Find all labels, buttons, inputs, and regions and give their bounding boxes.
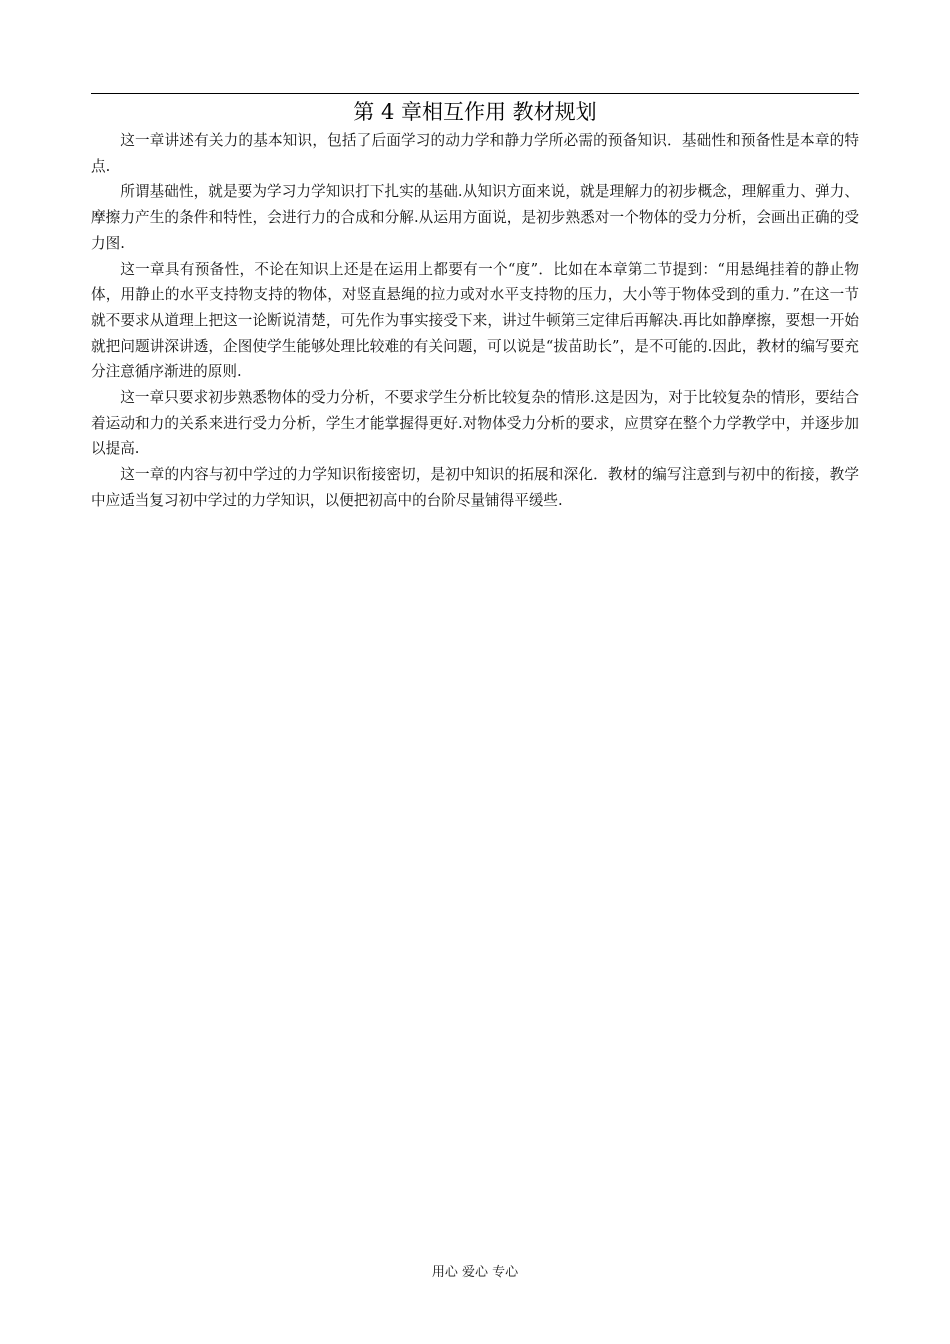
body-text	[91, 128, 859, 514]
paragraph-5: 这一章的内容与初中学过的力学知识衔接密切，是初中知识的拓展和深化．教材的编写注意到与初中的衔接，教学中应适当复习初中学过的力学知识，以便把初高中的台阶尽量铺得平缓些.	[91, 466, 859, 509]
page-title: 第 4 章相互作用 教材规划	[353, 100, 597, 124]
paragraph-2: 所谓基础性，就是要为学习力学知识打下扎实的基础.从知识方面来说，就是理解力的初步概念，理解重力、弹力、摩擦力产生的条件和特性，会进行力的合成和分解.从运用方面说，是初步熟悉对一个物体的受力分析，会画出正确的受力图.	[91, 183, 859, 252]
paragraph-4: 这一章只要求初步熟悉物体的受力分析，不要求学生分析比较复杂的情形.这是因为，对于比较复杂的情形，要结合着运动和力的关系来进行受力分析，学生才能掌握得更好.对物体受力分析的要求，应贯穿在整个力学教学中，并逐步加以提高.	[91, 389, 859, 458]
page-footer: 用心 爱心 专心	[431, 1265, 519, 1280]
paragraph-3: 这一章具有预备性，不论在知识上还是在运用上都要有一个“度”．比如在本章第二节提到：“用悬绳挂着的静止物体，用静止的水平支持物支持的物体，对竖直悬绳的拉力或对水平支持物的压力，大小等于物体受到的重力．”在这一节就不要求从道理上把这一论断说清楚，可先作为事实接受下来，讲过牛顿第三定律后再解决.再比如静摩擦，要想一开始就把问题讲深讲透，企图使学生能够处理比较难的有关问题，可以说是“拔苗助长”，是不可能的.因此，教材的编写要充分注意循序渐进的原则.	[91, 260, 859, 381]
paragraph-1: 这一章讲述有关力的基本知识，包括了后面学习的动力学和静力学所必需的预备知识．基础性和预备性是本章的特点.	[91, 132, 859, 175]
header-rule	[91, 93, 859, 94]
